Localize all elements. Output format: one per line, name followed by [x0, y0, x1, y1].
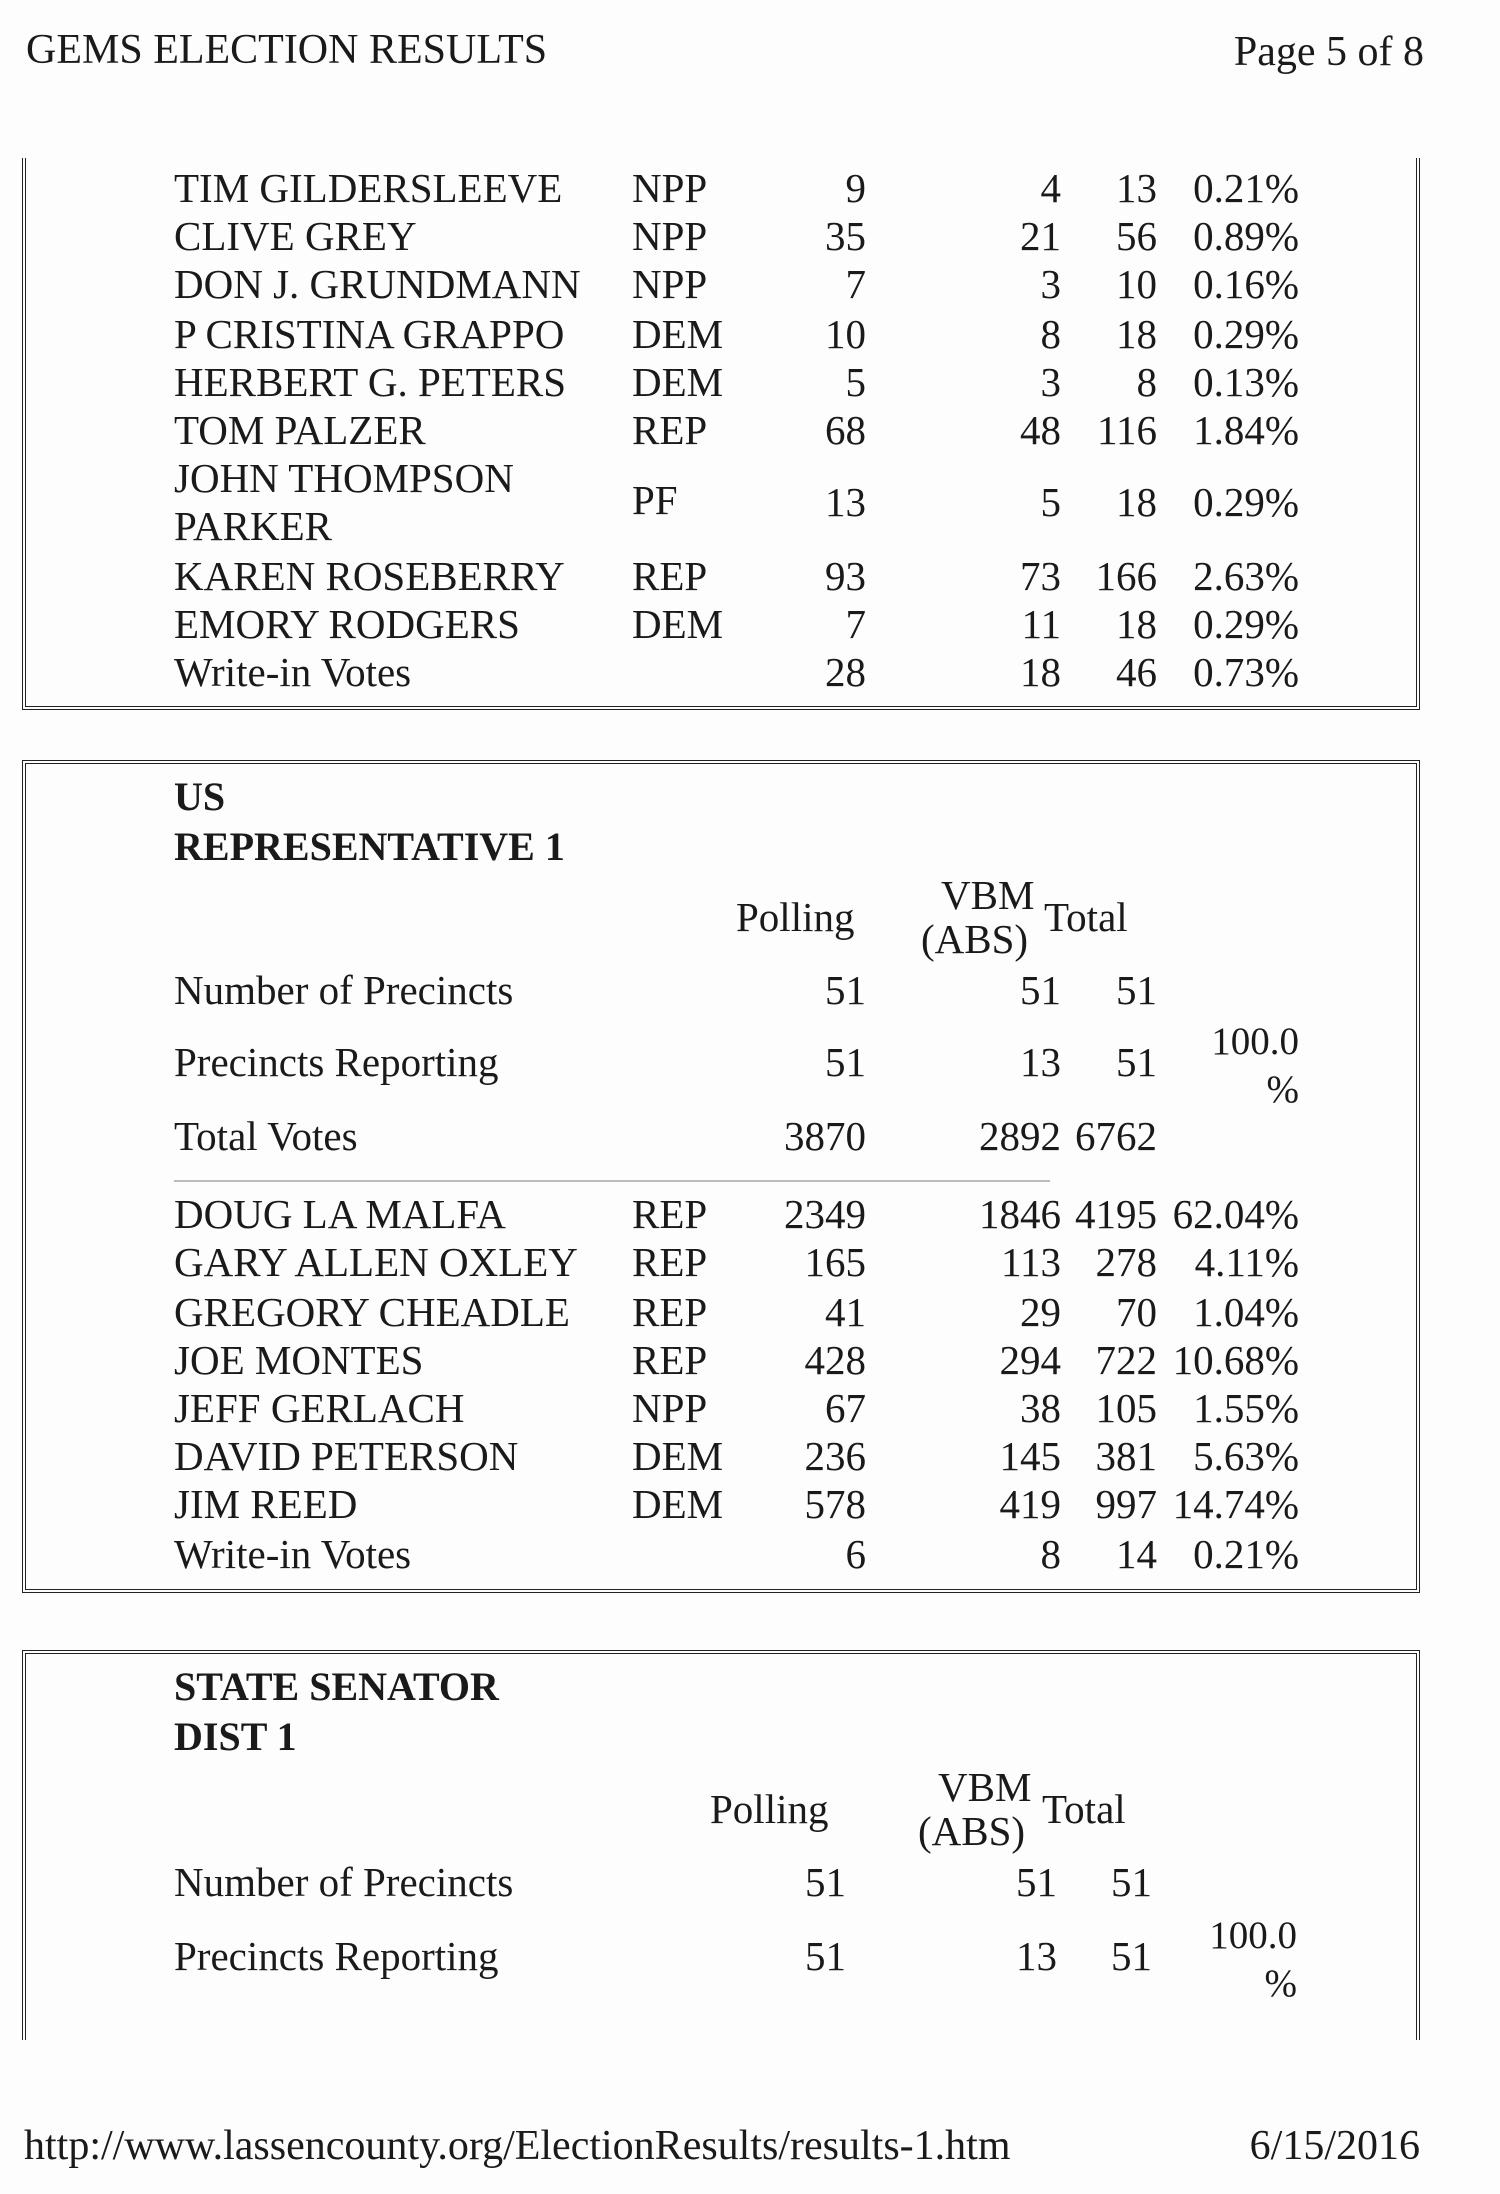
stat-polling: 51	[825, 1039, 866, 1085]
candidate-name: DAVID PETERSON	[174, 1433, 519, 1479]
vbm-votes: 294	[999, 1337, 1061, 1383]
source-url: http://www.lassencounty.org/ElectionResults/results-1.htm	[24, 2123, 1011, 2169]
reporting-percent: 100.0	[1209, 1914, 1297, 1957]
candidate-row	[26, 1480, 1416, 1528]
candidate-name: GREGORY CHEADLE	[174, 1289, 570, 1335]
stat-row-number-of-precincts	[26, 964, 1416, 1016]
vbm-votes: 11	[1021, 601, 1061, 647]
stat-label: Precincts Reporting	[174, 1933, 499, 1979]
column-header-vbm: VBM	[941, 872, 1035, 918]
stat-row-total-votes	[26, 1110, 1416, 1162]
polling-votes: 6	[845, 1531, 866, 1577]
candidate-name: JIM REED	[174, 1481, 358, 1527]
candidate-name: JOE MONTES	[174, 1337, 424, 1383]
stat-vbm: 51	[1016, 1859, 1057, 1905]
race-title-line2: DIST 1	[174, 1714, 297, 1759]
candidate-row	[26, 1190, 1416, 1238]
vbm-votes: 1846	[979, 1191, 1061, 1237]
divider	[174, 1180, 1050, 1182]
vote-percent: 1.04%	[1193, 1289, 1299, 1335]
candidate-row	[26, 454, 1416, 550]
page-number: Page 5 of 8	[1233, 29, 1424, 75]
candidate-party: NPP	[632, 165, 708, 211]
vbm-votes: 419	[999, 1481, 1061, 1527]
total-votes: 70	[1116, 1289, 1157, 1335]
race-results-table	[22, 760, 1420, 1593]
candidate-party: DEM	[632, 359, 724, 405]
polling-votes: 10	[825, 311, 866, 357]
column-header-polling: Polling	[736, 894, 855, 940]
vote-percent: 0.21%	[1193, 1531, 1299, 1577]
polling-votes: 236	[804, 1433, 866, 1479]
total-votes: 105	[1095, 1385, 1157, 1431]
reporting-percent: 100.0	[1211, 1020, 1299, 1063]
total-votes: 997	[1095, 1481, 1157, 1527]
polling-votes: 68	[825, 407, 866, 453]
vbm-votes: 8	[1040, 311, 1061, 357]
stat-polling: 51	[805, 1859, 846, 1905]
stat-label: Precincts Reporting	[174, 1039, 499, 1085]
vote-percent: 0.21%	[1193, 165, 1299, 211]
column-header-total: Total	[1044, 894, 1128, 940]
candidate-row	[26, 260, 1416, 308]
candidate-row	[26, 406, 1416, 454]
candidate-name: JOHN THOMPSON	[174, 455, 514, 501]
total-votes: 116	[1097, 407, 1157, 453]
polling-votes: 35	[825, 213, 866, 259]
vote-percent: 0.89%	[1193, 213, 1299, 259]
column-header-vbm-abs: (ABS)	[918, 1808, 1026, 1854]
column-header-polling: Polling	[710, 1786, 829, 1832]
vbm-votes: 3	[1040, 359, 1061, 405]
polling-votes: 428	[804, 1337, 866, 1383]
stat-total: 51	[1111, 1933, 1152, 1979]
polling-votes: 67	[825, 1385, 866, 1431]
candidate-party: DEM	[632, 1433, 724, 1479]
stat-total: 51	[1116, 1039, 1157, 1085]
candidate-party: DEM	[632, 1481, 724, 1527]
candidate-party: REP	[632, 407, 708, 453]
vbm-votes: 38	[1020, 1385, 1061, 1431]
polling-votes: 93	[825, 553, 866, 599]
total-votes: 46	[1116, 649, 1157, 695]
stat-label: Number of Precincts	[174, 967, 514, 1013]
candidate-row	[26, 1432, 1416, 1480]
total-votes: 10	[1116, 261, 1157, 307]
vbm-votes: 8	[1040, 1531, 1061, 1577]
vote-percent: 0.29%	[1193, 479, 1299, 525]
stat-polling: 51	[805, 1933, 846, 1979]
total-votes: 381	[1095, 1433, 1157, 1479]
stat-vbm: 13	[1016, 1933, 1057, 1979]
candidate-row	[26, 1238, 1416, 1286]
vbm-votes: 145	[999, 1433, 1061, 1479]
vote-percent: 62.04%	[1172, 1191, 1299, 1237]
candidate-row	[26, 358, 1416, 406]
candidate-row	[26, 1336, 1416, 1384]
total-votes: 8	[1136, 359, 1157, 405]
candidate-row	[26, 164, 1416, 212]
vote-percent: 0.73%	[1193, 649, 1299, 695]
vbm-votes: 48	[1020, 407, 1061, 453]
candidate-party: REP	[632, 1191, 708, 1237]
vote-percent: 1.84%	[1193, 407, 1299, 453]
candidate-party: REP	[632, 1239, 708, 1285]
candidate-row	[26, 212, 1416, 260]
candidate-name: Write-in Votes	[174, 1531, 412, 1577]
vote-percent: 14.74%	[1172, 1481, 1299, 1527]
candidate-row	[26, 1384, 1416, 1432]
polling-votes: 13	[825, 479, 866, 525]
vote-percent: 5.63%	[1193, 1433, 1299, 1479]
candidate-name: DON J. GRUNDMANN	[174, 261, 581, 307]
stat-polling: 3870	[784, 1113, 866, 1159]
stat-vbm: 51	[1020, 967, 1061, 1013]
vbm-votes: 4	[1040, 165, 1061, 211]
stat-total: 51	[1116, 967, 1157, 1013]
candidate-name: KAREN ROSEBERRY	[174, 553, 565, 599]
candidate-party: NPP	[632, 1385, 708, 1431]
candidate-name: GARY ALLEN OXLEY	[174, 1239, 578, 1285]
candidate-name: HERBERT G. PETERS	[174, 359, 567, 405]
candidate-name: TOM PALZER	[174, 407, 426, 453]
candidate-name: JEFF GERLACH	[174, 1385, 465, 1431]
stat-label: Total Votes	[174, 1113, 358, 1159]
race-title: US	[174, 774, 226, 819]
candidate-name-line2: PARKER	[174, 503, 332, 549]
vote-percent: 0.29%	[1193, 601, 1299, 647]
column-header-vbm-abs: (ABS)	[921, 916, 1029, 962]
vote-percent: 0.16%	[1193, 261, 1299, 307]
candidate-name: Write-in Votes	[174, 649, 412, 695]
vbm-votes: 29	[1020, 1289, 1061, 1335]
total-votes: 18	[1116, 311, 1157, 357]
total-votes: 4195	[1075, 1191, 1157, 1237]
candidate-row	[26, 600, 1416, 648]
race-title: STATE SENATOR	[174, 1664, 499, 1709]
race-title-line2: REPRESENTATIVE 1	[174, 824, 565, 869]
reporting-percent-sign: %	[1266, 1068, 1299, 1111]
polling-votes: 5	[845, 359, 866, 405]
vote-percent: 1.55%	[1193, 1385, 1299, 1431]
vbm-votes: 18	[1020, 649, 1061, 695]
stat-total: 6762	[1075, 1113, 1157, 1159]
polling-votes: 9	[845, 165, 866, 211]
write-in-row	[26, 1530, 1416, 1578]
stat-label: Number of Precincts	[174, 1859, 514, 1905]
candidate-party: NPP	[632, 261, 708, 307]
total-votes: 56	[1116, 213, 1157, 259]
candidate-name: CLIVE GREY	[174, 213, 417, 259]
candidate-party: PF	[632, 477, 678, 523]
polling-votes: 578	[804, 1481, 866, 1527]
candidate-party: NPP	[632, 213, 708, 259]
stat-vbm: 13	[1020, 1039, 1061, 1085]
total-votes: 14	[1116, 1531, 1157, 1577]
vbm-votes: 73	[1020, 553, 1061, 599]
candidate-name: TIM GILDERSLEEVE	[174, 165, 563, 211]
vbm-votes: 113	[1001, 1239, 1061, 1285]
vote-percent: 2.63%	[1193, 553, 1299, 599]
candidate-party: DEM	[632, 601, 724, 647]
candidate-row	[26, 552, 1416, 600]
candidate-row	[26, 1288, 1416, 1336]
polling-votes: 7	[845, 261, 866, 307]
candidate-name: P CRISTINA GRAPPO	[174, 311, 565, 357]
vbm-votes: 3	[1040, 261, 1061, 307]
candidate-name: EMORY RODGERS	[174, 601, 520, 647]
total-votes: 13	[1116, 165, 1157, 211]
stat-vbm: 2892	[979, 1113, 1061, 1159]
write-in-row	[26, 648, 1416, 696]
race-results-table-continued	[22, 158, 1420, 710]
vote-percent: 0.29%	[1193, 311, 1299, 357]
vote-percent: 0.13%	[1193, 359, 1299, 405]
total-votes: 166	[1095, 553, 1157, 599]
polling-votes: 41	[825, 1289, 866, 1335]
candidate-row	[26, 310, 1416, 358]
polling-votes: 28	[825, 649, 866, 695]
candidate-party: REP	[632, 1289, 708, 1335]
total-votes: 722	[1095, 1337, 1157, 1383]
vbm-votes: 5	[1040, 479, 1061, 525]
candidate-party: REP	[632, 553, 708, 599]
column-header-vbm: VBM	[938, 1764, 1032, 1810]
race-results-table	[22, 1650, 1420, 2040]
vote-percent: 4.11%	[1194, 1239, 1299, 1285]
print-date: 6/15/2016	[1249, 2123, 1420, 2169]
stat-total: 51	[1111, 1859, 1152, 1905]
total-votes: 18	[1116, 479, 1157, 525]
candidate-party: DEM	[632, 311, 724, 357]
polling-votes: 165	[804, 1239, 866, 1285]
total-votes: 18	[1116, 601, 1157, 647]
total-votes: 278	[1095, 1239, 1157, 1285]
reporting-percent-sign: %	[1264, 1962, 1297, 2005]
candidate-name: DOUG LA MALFA	[174, 1191, 506, 1237]
polling-votes: 7	[845, 601, 866, 647]
stat-row-number-of-precincts	[26, 1856, 1416, 1908]
candidate-party: REP	[632, 1337, 708, 1383]
vote-percent: 10.68%	[1172, 1337, 1299, 1383]
document-title: GEMS ELECTION RESULTS	[26, 27, 548, 73]
polling-votes: 2349	[784, 1191, 866, 1237]
column-header-total: Total	[1042, 1786, 1126, 1832]
vbm-votes: 21	[1020, 213, 1061, 259]
stat-polling: 51	[825, 967, 866, 1013]
